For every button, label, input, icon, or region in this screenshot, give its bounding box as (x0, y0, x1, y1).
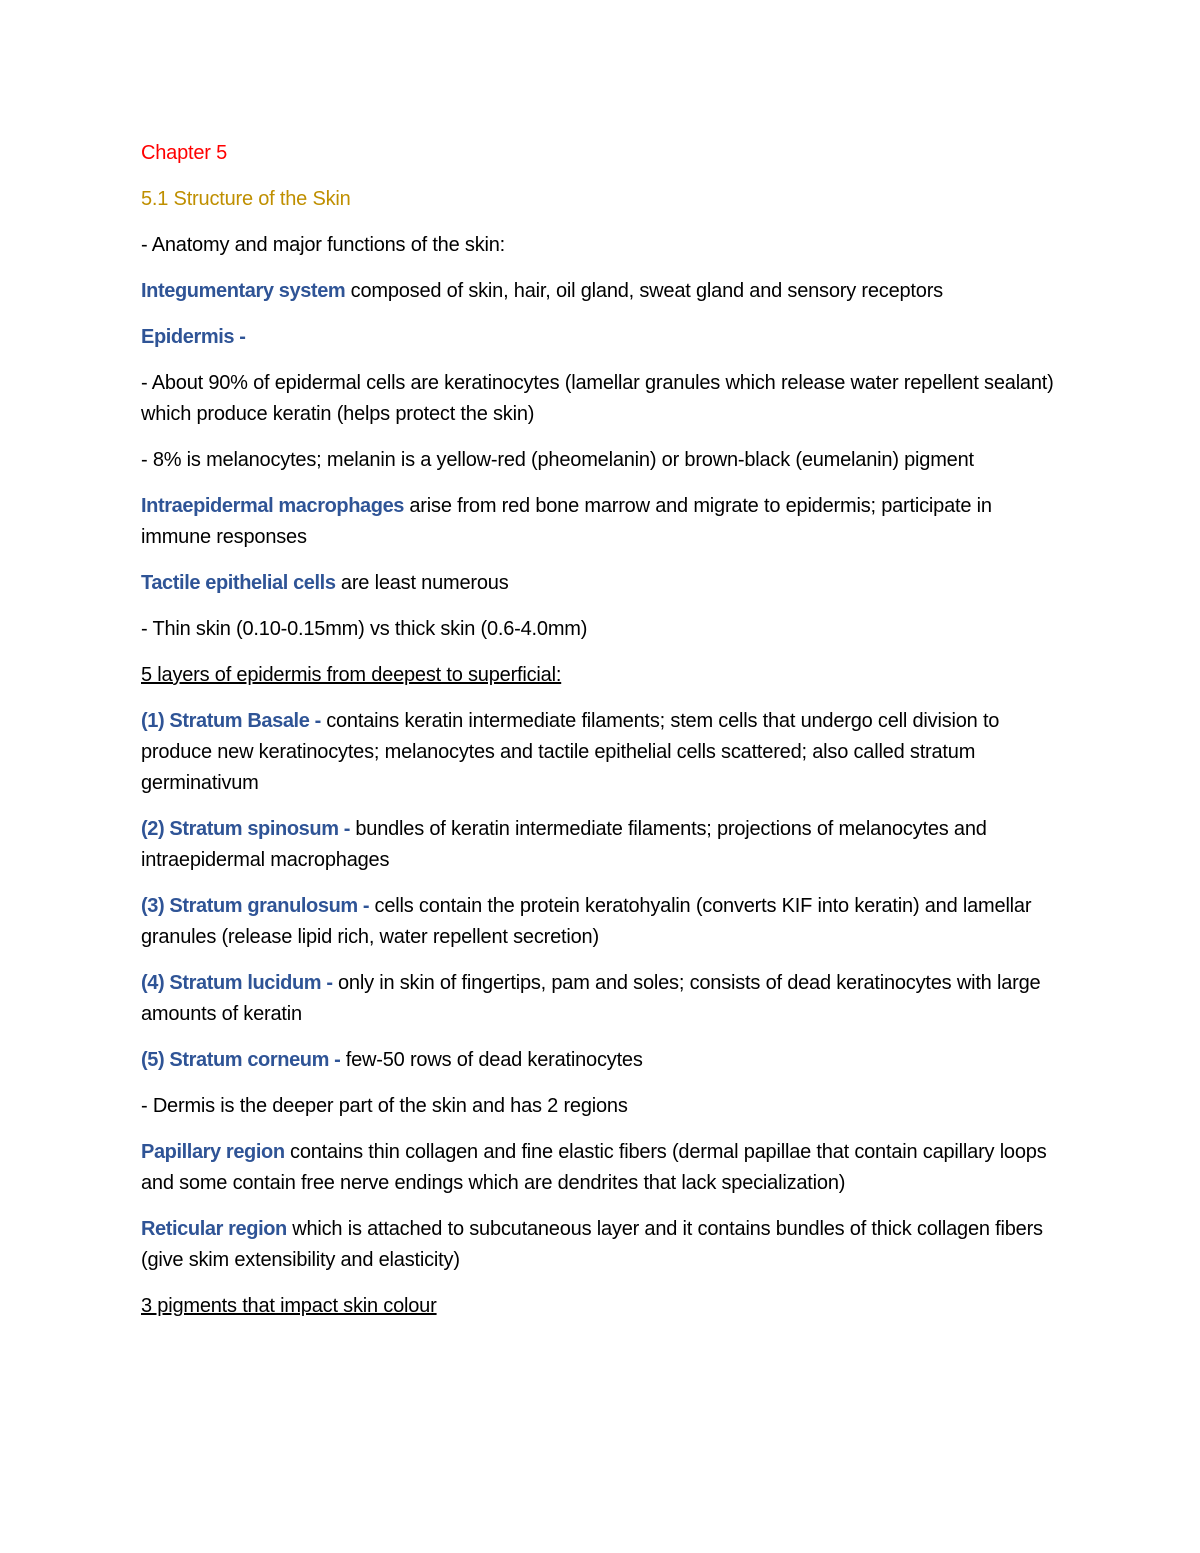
paragraph-macrophages (141, 491, 1061, 553)
underlined-heading: 3 pigments that impact skin colour (141, 1295, 437, 1317)
paragraph-text: cells contain the protein keratohyalin (converts KIF into keratin) and lamellar granules (release lipid rich, water repellent secretion) (141, 895, 1032, 948)
term-epidermis: Epidermis - (141, 326, 246, 348)
term-reticular-region: Reticular region (141, 1218, 287, 1240)
paragraph-tactile (141, 568, 1061, 599)
paragraph-stratum-corneum (141, 1045, 1061, 1076)
paragraph-stratum-basale (141, 706, 1061, 799)
paragraph-text: which is attached to subcutaneous layer and it contains bundles of thick collagen fibers (give skim extensibility and elasticity) (141, 1218, 1043, 1271)
term-stratum-lucidum: (4) Stratum lucidum - (141, 972, 333, 994)
section-heading: 5.1 Structure of the Skin (141, 188, 351, 210)
paragraph-text: - Thin skin (0.10-0.15mm) vs thick skin (0.6-4.0mm) (141, 618, 588, 640)
term-papillary-region: Papillary region (141, 1141, 285, 1163)
underlined-heading: 5 layers of epidermis from deepest to superficial: (141, 664, 562, 686)
paragraph-text: arise from red bone marrow and migrate to epidermis; participate in immune responses (141, 495, 992, 548)
paragraph-text: - Anatomy and major functions of the skin: (141, 234, 506, 256)
term-stratum-granulosum: (3) Stratum granulosum - (141, 895, 370, 917)
paragraph-text: are least numerous (335, 572, 509, 594)
paragraph-text: - 8% is melanocytes; melanin is a yellow-red (pheomelanin) or brown-black (eumelanin) pigment (141, 449, 974, 471)
document-page (141, 138, 1061, 1337)
term-tactile-epithelial-cells: Tactile epithelial cells (141, 572, 336, 594)
paragraph-dermis (141, 1091, 1061, 1122)
paragraph-layers-heading (141, 660, 1061, 691)
paragraph-text: - Dermis is the deeper part of the skin and has 2 regions (141, 1095, 628, 1117)
term-integumentary-system: Integumentary system (141, 280, 346, 302)
paragraph-text: only in skin of fingertips, pam and soles; consists of dead keratinocytes with large amounts of keratin (141, 972, 1041, 1025)
paragraph-text: - About 90% of epidermal cells are keratinocytes (lamellar granules which release water repellent sealant) which produce keratin (helps protect the skin) (141, 372, 1054, 425)
paragraph-stratum-spinosum (141, 814, 1061, 876)
paragraph-integumentary (141, 276, 1061, 307)
paragraph-text: few-50 rows of dead keratinocytes (340, 1049, 643, 1071)
paragraph-papillary-region (141, 1137, 1061, 1199)
paragraph-anatomy (141, 230, 1061, 261)
paragraph-stratum-granulosum (141, 891, 1061, 953)
term-stratum-corneum: (5) Stratum corneum - (141, 1049, 341, 1071)
paragraph-reticular-region (141, 1214, 1061, 1276)
paragraph-text: composed of skin, hair, oil gland, sweat gland and sensory receptors (345, 280, 943, 302)
term-intraepidermal-macrophages: Intraepidermal macrophages (141, 495, 405, 517)
term-stratum-basale: (1) Stratum Basale - (141, 710, 321, 732)
paragraph-text: contains thin collagen and fine elastic fibers (dermal papillae that contain capillary loops and some contain free nerve endings which are dendrites that lack specialization) (141, 1141, 1047, 1194)
paragraph-text: bundles of keratin intermediate filaments; projections of melanocytes and intraepidermal macrophages (141, 818, 987, 871)
paragraph-epidermis (141, 322, 1061, 353)
paragraph-text: contains keratin intermediate filaments; stem cells that undergo cell division to produce new keratinocytes; melanocytes and tactile epithelial cells scattered; also called stratum germinativum (141, 710, 1000, 794)
paragraph-skin-thickness (141, 614, 1061, 645)
paragraph-pigments-heading (141, 1291, 1061, 1322)
term-stratum-spinosum: (2) Stratum spinosum - (141, 818, 350, 840)
paragraph-stratum-lucidum (141, 968, 1061, 1030)
chapter-heading: Chapter 5 (141, 142, 228, 164)
paragraph-melanocytes (141, 445, 1061, 476)
paragraph-keratinocytes (141, 368, 1061, 430)
